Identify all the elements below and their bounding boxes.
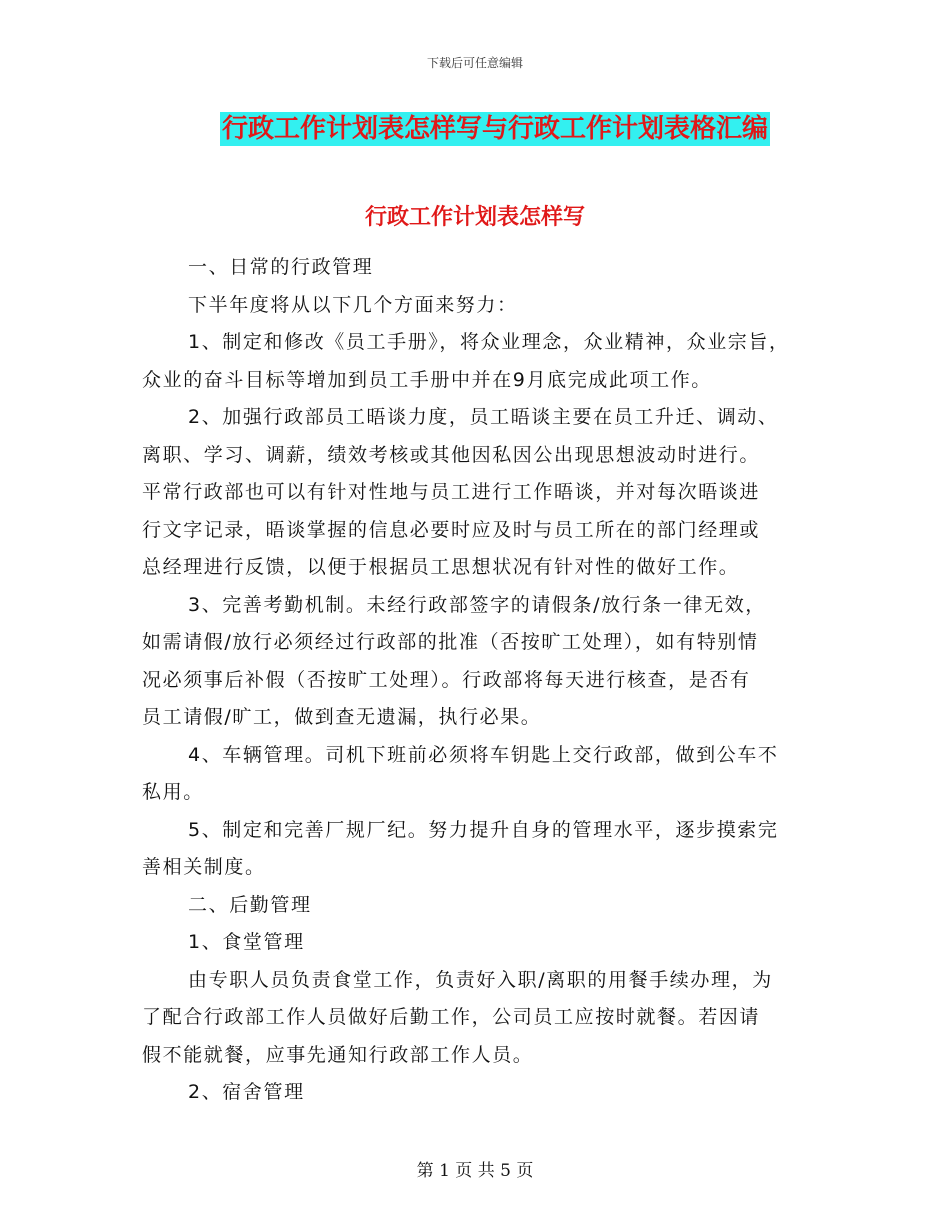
text-line: 总经理进行反馈，以便于根据员工思想状况有针对性的做好工作。 (142, 556, 740, 578)
text-line: 4、车辆管理。司机下班前必须将车钥匙上交行政部，做到公车不 (188, 743, 779, 766)
text-line: 如需请假/放行必须经过行政部的批准（否按旷工处理），如有特别情 (142, 631, 759, 653)
text-line: 员工请假/旷工，做到查无遗漏，执行必果。 (142, 706, 542, 728)
section-title: 行政工作计划表怎样写 (364, 205, 585, 230)
text-line: 平常行政部也可以有针对性地与员工进行工作晤谈，并对每次晤谈进 (142, 481, 761, 503)
text-line: 假不能就餐，应事先通知行政部工作人员。 (142, 1043, 534, 1066)
text-line: 离职、学习、调薪，绩效考核或其他因私因公出现思想波动时进行。 (142, 443, 761, 466)
text-line: 2、加强行政部员工晤谈力度，员工晤谈主要在员工升迁、调动、 (188, 406, 779, 428)
text-line: 众业的奋斗目标等增加到员工手册中并在9月底完成此项工作。 (142, 368, 712, 391)
text-line: 况必须事后补假（否按旷工处理）。行政部将每天进行核查，是否有 (142, 668, 751, 691)
text-line: 1、食堂管理 (188, 931, 305, 953)
text-line: 了配合行政部工作人员做好后勤工作，公司员工应按时就餐。若因请 (142, 1006, 761, 1028)
document-body (142, 249, 822, 1112)
text-line: 5、制定和完善厂规厂纪。努力提升自身的管理水平，逐步摸索完 (188, 818, 779, 841)
text-line: 3、完善考勤机制。未经行政部签字的请假条/放行条一律无效， (188, 593, 766, 616)
text-line: 2、宿舍管理 (188, 1081, 305, 1103)
page-footer: 第 1 页 共 5 页 (416, 1161, 534, 1181)
text-line: 1、制定和修改《员工手册》，将众业理念，众业精神，众业宗旨， (188, 331, 790, 353)
page-header-note: 下载后可任意编辑 (426, 56, 523, 70)
text-line: 二、后勤管理 (188, 893, 312, 916)
text-line: 私用。 (142, 781, 204, 803)
text-line: 善相关制度。 (142, 856, 266, 878)
text-line: 行文字记录，晤谈掌握的信息必要时应及时与员工所在的部门经理或 (142, 518, 761, 541)
document-title: 行政工作计划表怎样写与行政工作计划表格汇编 (222, 114, 769, 144)
text-line: 一、日常的行政管理 (188, 256, 374, 278)
text-line: 下半年度将从以下几个方面来努力： (188, 293, 518, 316)
text-line: 由专职人员负责食堂工作，负责好入职/离职的用餐手续办理，为 (188, 968, 773, 991)
